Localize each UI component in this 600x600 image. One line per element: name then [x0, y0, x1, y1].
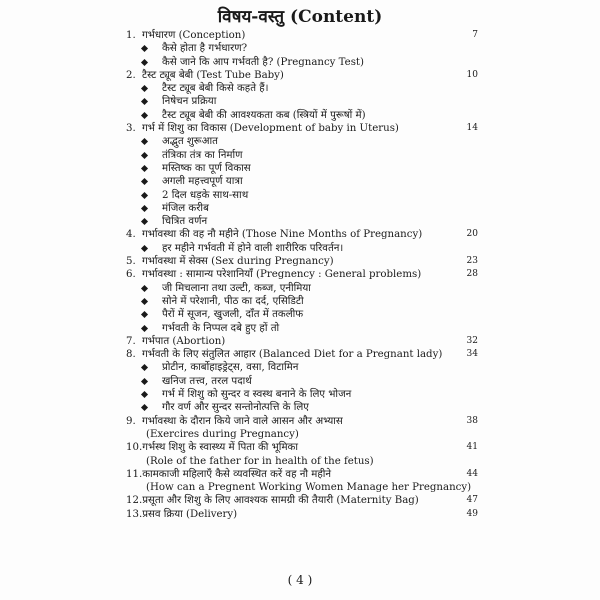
toc-entry	[126, 228, 478, 255]
toc-page-number: 38	[466, 415, 478, 426]
toc-entry-number: 8.	[126, 349, 136, 361]
bullet-icon	[141, 311, 148, 318]
bullet-icon	[141, 192, 148, 199]
toc-heading	[126, 348, 478, 361]
toc-entry	[126, 122, 478, 228]
toc-entry-number: 3.	[126, 123, 136, 135]
toc-bullet-text: कैसे जाने कि आप गर्भवती है? (Pregnancy Test)	[162, 56, 365, 68]
toc-heading-text: गर्भस्थ शिशु के स्वास्थ्य में पिता की भूमिका	[142, 442, 298, 454]
bullet-icon	[141, 138, 148, 145]
bullet-icon	[141, 205, 148, 212]
toc-entry	[126, 69, 478, 122]
bullet-icon	[141, 85, 148, 92]
toc-heading	[126, 69, 478, 82]
toc-bullet-text: तंत्रिका तंत्र का निर्माण	[162, 149, 243, 161]
toc-page-number: 14	[466, 123, 478, 134]
toc-bullet-item	[126, 295, 468, 308]
toc-entry	[126, 468, 478, 495]
toc-bullet-item	[126, 388, 468, 401]
bullet-icon	[141, 178, 148, 185]
toc-heading-text: गर्भवती के लिए संतुलित आहार (Balanced Diet for a Pregnant lady)	[142, 349, 443, 361]
toc-entry-number: 13.	[126, 508, 143, 520]
toc-bullet-text: अद्भुत शुरूआत	[162, 136, 218, 148]
toc-bullet-text: गौर वर्ण और सुन्दर सन्तोनोत्पत्ति के लिए	[162, 402, 309, 414]
toc-heading-english: (How can a Pregnent Working Women Manage her Pregnancy)	[146, 482, 472, 494]
toc-heading-text: गर्भपात (Abortion)	[142, 335, 226, 347]
toc-bullet-text: कैसे होता है गर्भधारण?	[162, 43, 248, 55]
toc-bullet-item	[126, 149, 468, 162]
toc-heading	[126, 441, 478, 454]
toc-bullet-item	[126, 308, 468, 321]
toc-heading-text: गर्भावस्था के दौरान किये जाने वाले आसन और अभ्यास	[142, 415, 343, 427]
toc-bullet-item	[126, 202, 468, 215]
toc-page-number: 7	[472, 30, 478, 40]
toc-entry	[126, 255, 478, 268]
toc-bullet-text: 2 दिल धड़के साथ-साथ	[162, 189, 249, 201]
toc-bullet-item	[126, 215, 468, 228]
toc-entry-number: 7.	[126, 335, 136, 347]
bullet-icon	[141, 59, 148, 66]
toc-heading	[126, 122, 478, 135]
toc-entry-number: 11.	[126, 468, 143, 480]
toc-bullet-text: अगली महत्त्वपूर्ण यात्रा	[162, 176, 243, 188]
toc-heading	[126, 255, 478, 268]
bullet-icon	[141, 112, 148, 119]
toc-heading-text: गर्भ में शिशु का विकास (Development of baby in Uterus)	[142, 123, 399, 135]
toc-entry	[126, 415, 478, 442]
toc-bullet-item	[126, 175, 468, 188]
toc-heading	[126, 508, 478, 521]
toc-bullet-item	[126, 361, 468, 374]
toc-bullet-text: हर महीने गर्भवती में होने वाली शारीरिक परिवर्तन।	[162, 242, 344, 254]
bullet-icon	[141, 98, 148, 105]
toc-bullet-item	[126, 95, 468, 108]
bullet-icon	[141, 298, 148, 305]
toc-heading-text: प्रसूता और शिशु के लिए आवश्यक सामग्री की तैयारी (Maternity Bag)	[142, 495, 419, 507]
toc-bullet-item	[126, 42, 468, 55]
toc-page-number: 10	[466, 69, 478, 80]
toc-bullet-text: मस्तिष्क का पूर्ण विकास	[162, 162, 251, 174]
toc-bullet-item	[126, 109, 468, 122]
bullet-icon	[141, 152, 148, 159]
toc-page-number: 20	[466, 229, 478, 240]
toc-bullet-text: प्रोटीन, कार्बोहाइड्रेट्स, वसा, विटामिन	[162, 362, 299, 374]
toc-bullet-text: मंजिल करीब	[162, 202, 209, 214]
toc-heading-english: (Exercires during Pregnancy)	[146, 428, 299, 440]
toc-bullet-item	[126, 242, 468, 255]
toc-page-number: 44	[466, 468, 478, 479]
bullet-icon	[141, 165, 148, 172]
toc-entry	[126, 508, 478, 521]
toc-entry-number: 2.	[126, 69, 136, 81]
toc-page-number: 41	[466, 442, 478, 453]
toc-bullet-item	[126, 401, 468, 414]
page-number-footer: ( 4 )	[287, 573, 313, 587]
toc-bullet-text: पैरों में सूजन, खुजली, दाँत में तकलीफ	[162, 309, 304, 321]
toc-entry-number: 1.	[126, 30, 136, 41]
bullet-icon	[141, 324, 148, 331]
toc-bullet-text: सोने में परेशानी, पीठ का दर्द, एसिडिटी	[162, 295, 304, 307]
toc-bullet-item	[126, 189, 468, 202]
toc-heading	[126, 268, 478, 281]
toc-heading	[126, 29, 478, 42]
bullet-icon	[141, 245, 148, 252]
toc-entry-number: 9.	[126, 415, 136, 427]
toc-bullet-item	[126, 322, 468, 335]
toc-entry	[126, 494, 478, 507]
toc-entry	[126, 348, 478, 414]
toc-entry-number: 6.	[126, 269, 136, 281]
page-title: विषय-वस्तु (Content)	[217, 7, 383, 27]
toc-bullet-text: टैस्ट ट्यूब बेबी किसे कहते हैं।	[162, 83, 269, 95]
toc-page-number: 34	[466, 349, 478, 360]
toc-heading	[126, 415, 478, 428]
toc-page-number: 28	[466, 269, 478, 280]
toc-heading	[126, 494, 478, 507]
toc-page-number: 47	[466, 495, 478, 506]
toc-heading-text: गर्भधारण (Conception)	[142, 30, 246, 41]
toc-page-number: 23	[466, 256, 478, 267]
toc-heading-text: गर्भावस्था की वह नौ महीने (Those Nine Months of Pregnancy)	[142, 229, 423, 241]
toc-heading-text: गर्भावस्था : सामान्य परेशानियाँ (Pregnency : General problems)	[142, 269, 422, 281]
toc-heading	[126, 468, 478, 481]
toc-entry-number: 5.	[126, 256, 136, 268]
bullet-icon	[141, 404, 148, 411]
toc-bullet-item	[126, 135, 468, 148]
toc-bullet-text: चित्रित वर्णन	[162, 216, 208, 228]
toc-heading-text: गर्भावस्था में सेक्स (Sex during Pregnancy)	[142, 256, 334, 268]
table-of-contents	[126, 29, 478, 521]
bullet-icon	[141, 391, 148, 398]
toc-bullet-item	[126, 282, 468, 295]
bullet-icon	[141, 218, 148, 225]
toc-heading	[126, 335, 478, 348]
toc-entry-number: 10.	[126, 442, 143, 454]
bullet-icon	[141, 364, 148, 371]
toc-bullet-text: निषेचन प्रक्रिया	[162, 96, 217, 108]
toc-page-number: 32	[466, 335, 478, 346]
toc-heading-text: प्रसव क्रिया (Delivery)	[142, 508, 238, 520]
toc-heading-text: टैस्ट ट्यूब बेबी (Test Tube Baby)	[142, 69, 284, 81]
toc-entry-number: 12.	[126, 495, 143, 507]
bullet-icon	[141, 378, 148, 385]
toc-bullet-text: गर्भवती के निप्पल दबे हुए हों तो	[162, 322, 280, 334]
toc-heading	[126, 228, 478, 241]
toc-page-number: 49	[466, 508, 478, 519]
toc-bullet-item	[126, 56, 468, 69]
toc-entry	[126, 29, 478, 69]
toc-heading-english: (Role of the father for in health of the fetus)	[146, 455, 374, 467]
toc-bullet-text: जी मिचलाना तथा उल्टी, कब्ज, एनीमिया	[162, 282, 311, 294]
toc-bullet-text: गर्भ में शिशु को सुन्दर व स्वस्थ बनाने के लिए भोजन	[162, 389, 352, 401]
toc-entry-number: 4.	[126, 229, 136, 241]
toc-heading-text: कामकाजी महिलाएँ कैसे व्यवस्थित करें वह नौ महीने	[142, 468, 332, 480]
toc-bullet-item	[126, 162, 468, 175]
toc-entry	[126, 335, 478, 348]
toc-entry	[126, 441, 478, 468]
toc-bullet-item	[126, 82, 468, 95]
toc-bullet-item	[126, 375, 468, 388]
toc-bullet-text: खनिज तत्त्व, तरल पदार्थ	[162, 375, 252, 387]
bullet-icon	[141, 45, 148, 52]
bullet-icon	[141, 285, 148, 292]
toc-bullet-text: टैस्ट ट्यूब बेबी की आवश्यकता कब (स्त्रियों में पुरूषों में)	[162, 109, 366, 121]
toc-entry	[126, 268, 478, 334]
